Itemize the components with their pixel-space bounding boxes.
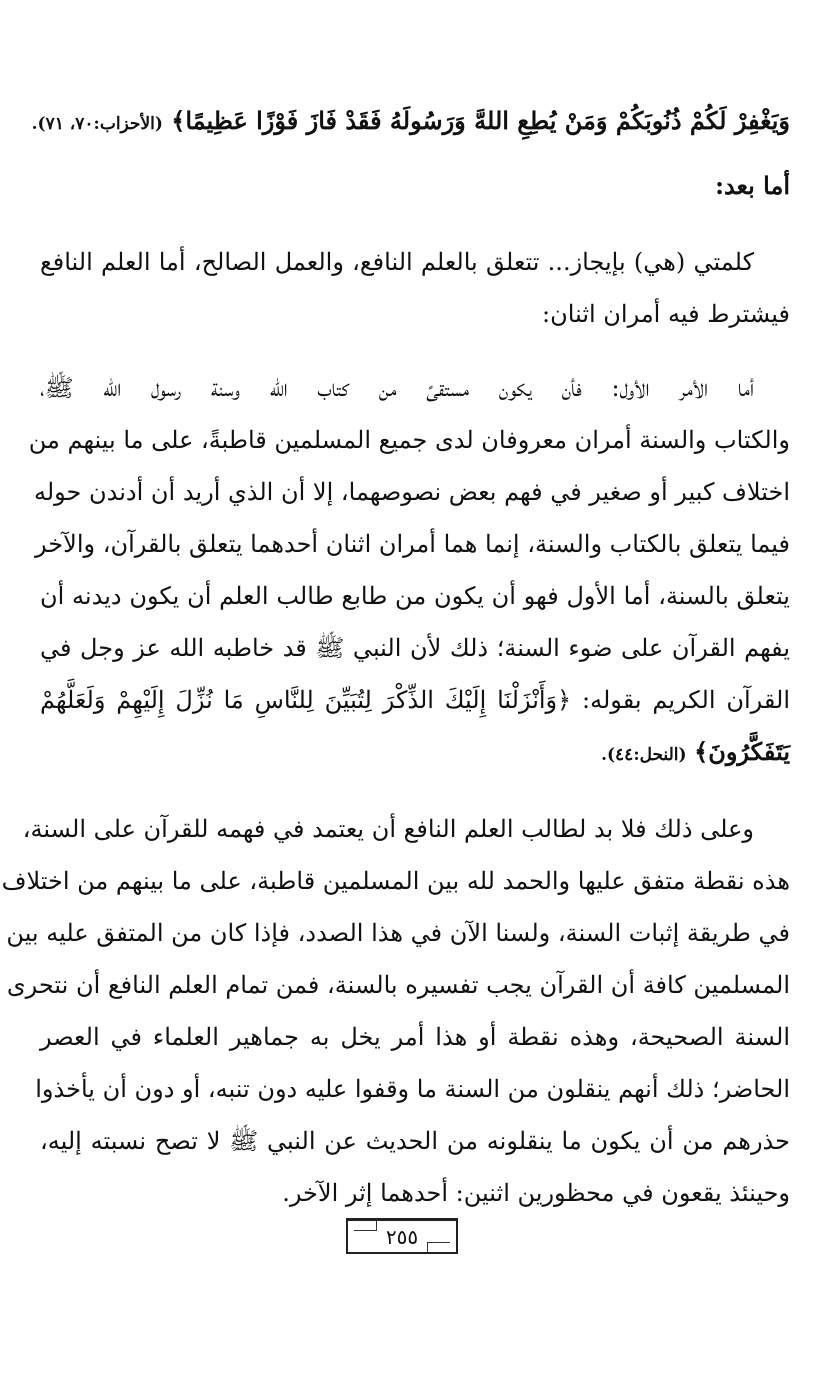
paragraph-line: كلمتي (هي) بإيجاز... تتعلق بالعلم النافع، والعمل الصالح، أما العلم النافع bbox=[40, 248, 755, 276]
verse-text: وَيَغْفِرْ لَكُمْ ذُنُوبَكُمْ وَمَنْ يُطِعِ اللهَّ وَرَسُولَهُ فَقَدْ فَازَ فَوْزًا عَظِيمًا﴾ bbox=[171, 106, 790, 135]
section-heading: أما بعد: bbox=[715, 171, 790, 200]
verse-text: يَتَفَكَّرُونَ﴾ bbox=[694, 737, 790, 766]
paragraph-line: يتعلق بالسنة، أما الأول فهو أن يكون من طابع طالب العلم أن يكون ديدنه أن bbox=[40, 582, 790, 610]
paragraph-line: السنة الصحيحة، وهذه نقطة أو هذا أمر يخل به جماهير العلماء في العصر bbox=[40, 1023, 790, 1051]
paragraph-1 bbox=[40, 236, 790, 340]
paragraph-line: القرآن الكريم بقوله: ﴿وَأَنْزَلْنَا إِلَيْكَ الذِّكْرَ لِتُبَيِّنَ لِلنَّاسِ مَا نُزِّلَ إِلَيْهِمْ وَلَعَلَّهُمْ bbox=[40, 686, 791, 714]
ornament-icon bbox=[354, 1220, 377, 1231]
verse-reference: (الأحزاب:٧٠، ٧١). bbox=[31, 114, 163, 134]
paragraph-line: الحاضر؛ ذلك أنهم ينقلون من السنة ما وقفوا عليه دون تنبه، أو دون أن يأخذوا bbox=[35, 1075, 790, 1103]
paragraph-line: وعلى ذلك فلا بد لطالب العلم النافع أن يعتمد في فهمه للقرآن على السنة، bbox=[22, 815, 754, 843]
paragraph-line: المسلمين كافة أن القرآن يجب تفسيره بالسنة، فمن تمام العلم النافع أن نتحرى bbox=[6, 971, 790, 999]
verse-line bbox=[31, 95, 790, 150]
paragraph-line: يفهم القرآن على ضوء السنة؛ ذلك لأن النبي ﷺ قد خاطبه الله عز وجل في bbox=[40, 634, 790, 662]
page-body bbox=[1, 95, 791, 1219]
verse-reference: (النحل:٤٤). bbox=[601, 745, 687, 765]
paragraph-3 bbox=[1, 803, 790, 1219]
paragraph-line: والكتاب والسنة أمران معروفان لدى جميع المسلمين قاطبةً، على ما بينهم من bbox=[28, 426, 790, 454]
paragraph-2 bbox=[28, 362, 791, 781]
page-number-box bbox=[346, 1218, 458, 1254]
paragraph-line: فيما يتعلق بالكتاب والسنة، إنما هما أمران اثنان أحدهما يتعلق بالقرآن، والآخر bbox=[35, 530, 790, 558]
paragraph-line: وحينئذ يقعون في محظورين اثنين: أحدهما إثر الآخر. bbox=[282, 1179, 790, 1207]
paragraph-line: حذرهم من أن يكون ما ينقلونه من الحديث عن النبي ﷺ لا تصح نسبته إليه، bbox=[40, 1127, 790, 1155]
paragraph-line: فيشترط فيه أمران اثنان: bbox=[542, 300, 790, 328]
ornament-icon bbox=[427, 1242, 450, 1253]
paragraph-line: في طريقة إثبات السنة، ولسنا الآن في هذا الصدد، فإذا كان من المتفق عليه بين bbox=[6, 919, 790, 947]
paragraph-line: هذه نقطة متفق عليها والحمد لله بين المسلمين قاطبة، على ما بينهم من اختلاف bbox=[1, 867, 790, 895]
paragraph-line-last bbox=[40, 726, 790, 781]
page-number: ٢٥٥ bbox=[385, 1224, 419, 1249]
paragraph-line: أما الأمر الأول: فأن يكون مستقىً من كتاب الله وسنة رسول الله ﷺ، bbox=[40, 374, 754, 402]
paragraph-line: اختلاف كبير أو صغير في فهم بعض نصوصهما، إلا أن الذي أريد أن أدندن حوله bbox=[33, 478, 790, 506]
